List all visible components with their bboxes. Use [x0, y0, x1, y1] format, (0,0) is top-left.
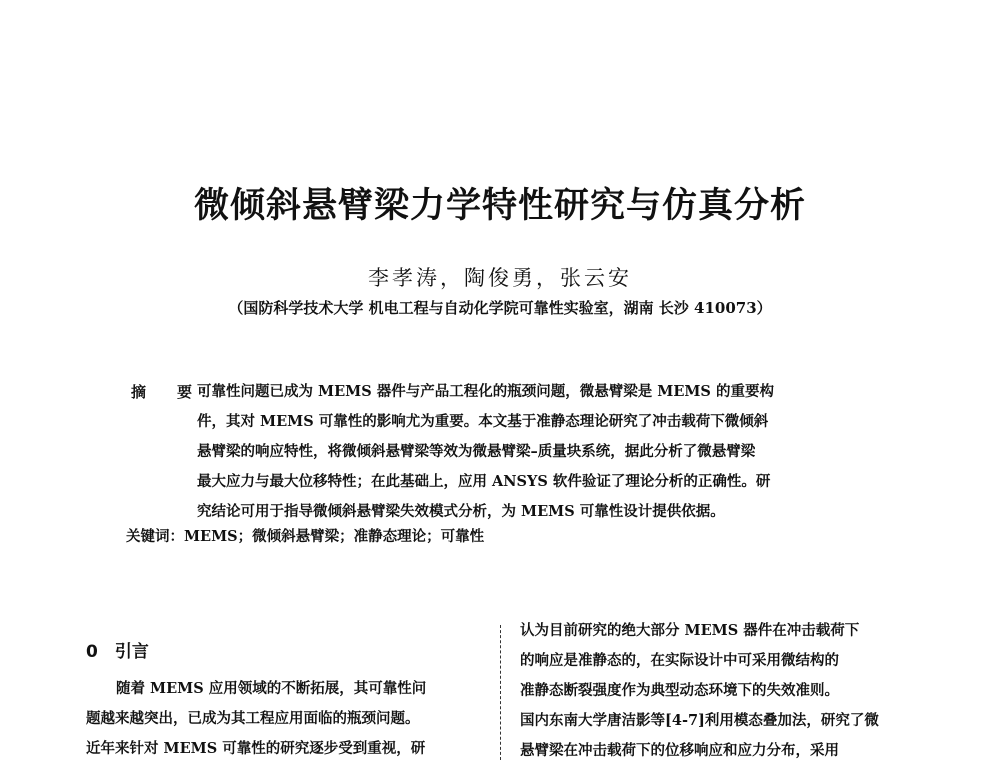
body-line: 准静态断裂强度作为典型动态环境下的失效准则。 [520, 682, 839, 699]
left-column [86, 678, 486, 768]
right-column [520, 620, 920, 770]
body-line: 近年来针对 MEMS 可靠性的研究逐步受到重视，研 [86, 740, 426, 757]
keywords-block [126, 525, 484, 546]
body-line: 的响应是准静态的，在实际设计中可采用微结构的 [520, 652, 839, 669]
abstract-line: 件，其对 MEMS 可靠性的影响尤为重要。本文基于准静态理论研究了冲击载荷下微倾斜 [197, 413, 769, 430]
abstract-line: 最大应力与最大位移特性；在此基础上，应用 ANSYS 软件验证了理论分析的正确性。研 [197, 473, 771, 490]
body-line: 认为目前研究的绝大部分 MEMS 器件在冲击载荷下 [520, 622, 860, 639]
abstract-line: 究结论可用于指导微倾斜悬臂梁失效模式分析，为 MEMS 可靠性设计提供依据。 [197, 503, 725, 520]
author-list: 李孝涛，陶俊勇，张云安 [368, 266, 632, 290]
body-line: 国内东南大学唐洁影等[4-7]利用模态叠加法，研究了微 [520, 712, 879, 729]
section-heading-introduction: 0 引言 [86, 642, 149, 662]
body-line: 题越来越突出，已成为其工程应用面临的瓶颈问题。 [86, 710, 420, 727]
keywords-label: 关键词： [126, 529, 184, 545]
body-line: 悬臂梁在冲击载荷下的位移响应和应力分布，采用 [520, 742, 839, 759]
affiliation: （国防科学技术大学 机电工程与自动化学院可靠性实验室，湖南 长沙 410073） [228, 299, 772, 317]
abstract-text [197, 381, 903, 531]
keywords-text: MEMS；微倾斜悬臂梁；准静态理论；可靠性 [184, 528, 485, 545]
paper-title: 微倾斜悬臂梁力学特性研究与仿真分析 [193, 186, 806, 226]
abstract-line: 可靠性问题已成为 MEMS 器件与产品工程化的瓶颈问题，微悬臂梁是 MEMS 的重要构 [197, 383, 774, 400]
body-line: 随着 MEMS 应用领域的不断拓展，其可靠性问 [116, 680, 427, 697]
abstract-line: 悬臂梁的响应特性，将微倾斜悬臂梁等效为微悬臂梁–质量块系统，据此分析了微悬臂梁 [197, 443, 756, 460]
column-divider [500, 625, 501, 760]
abstract-label: 摘 要： [131, 383, 224, 401]
